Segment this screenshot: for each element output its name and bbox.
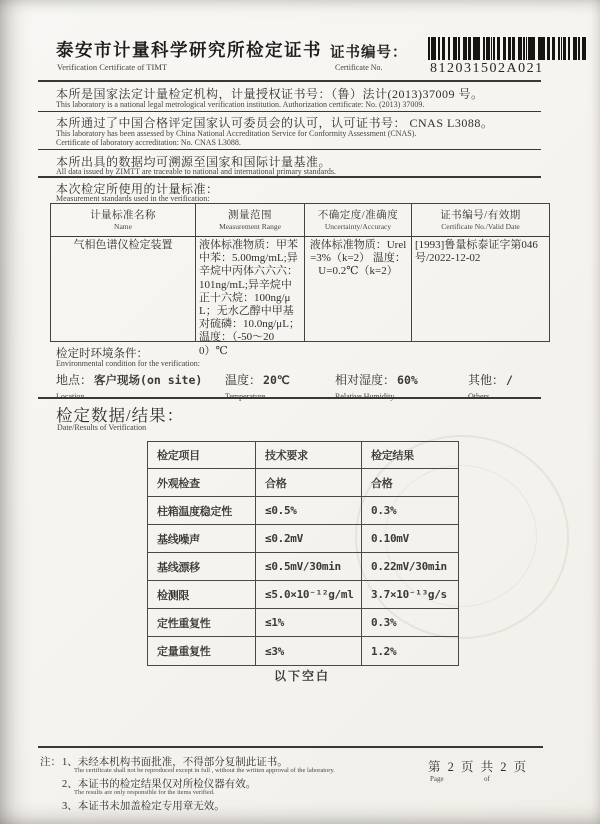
results-cell: 定量重复性 [148, 637, 256, 665]
results-cell: 合格 [256, 469, 362, 497]
results-cell: ≤3% [256, 637, 362, 665]
env-field-location: 地点： 客户现场(on site) [56, 373, 203, 387]
results-cell: 定性重复性 [148, 609, 256, 637]
statement-authorization-zh: 本所是国家法定计量检定机构，计量授权证书号：（鲁）法计(2013)37009 号。 [56, 87, 484, 101]
results-cell: 检测限 [148, 581, 256, 609]
results-cell: 0.10mV [362, 525, 458, 553]
barcode-image [428, 37, 586, 60]
statement-traceable-zh: 本所出具的数据均可溯源至国家和国际计量基准。 [56, 154, 332, 169]
standards-used-heading-en: Measurement standards used in the verification: [56, 194, 210, 203]
results-header-result: 检定结果 [362, 442, 458, 469]
divider [38, 111, 541, 113]
results-cell: 1.2% [371, 644, 397, 658]
standards-used-heading-zh: 本次检定所使用的计量标准： [56, 182, 219, 196]
standard-name-cell: 气相色谱仪检定装置 [51, 237, 196, 341]
temperature-value: 20℃ [263, 373, 290, 387]
results-cell: 0.3% [362, 609, 458, 637]
results-cell: 0.22mV/30min [362, 553, 458, 581]
results-cell: 柱箱温度稳定性 [148, 497, 256, 525]
location-value: 客户现场(on site) [94, 373, 203, 387]
standards-col-header: 计量标准名称 Name [51, 204, 196, 237]
statement-cnas-en1: This laboratory has been assessed by China National Accreditation Service for Conformity Assessment (CNAS). [56, 128, 417, 138]
certificate-title-en: Verification Certificate of TIMT [57, 62, 168, 72]
results-cell: ≤0.5mV/30min [256, 553, 362, 581]
cert-no-label: 证书编号： [330, 45, 408, 61]
standards-col-header: 证书编号/有效期 Certificate No./Valid Date [412, 204, 549, 237]
environment-heading-en: Environmental condition for the verification: [56, 359, 200, 368]
statement-cnas-en2: Certificate of laboratory accreditation: No. CNAS L3088. [56, 138, 241, 147]
results-cell: 3.7×10⁻¹³g/s [362, 581, 458, 609]
footer-note-1-en: The certificate shall not be reproduced except in full , without the written approval of the laboratory. [74, 767, 335, 774]
cert-no-label-en: Certificate No. [335, 63, 383, 72]
results-table [147, 441, 459, 666]
env-field-others: 其他： / [468, 373, 513, 387]
results-cell: ≤1% [256, 609, 362, 637]
footer-note-2-zh: 2、本证书的检定结果仅对所检仪器有效。 [62, 779, 257, 790]
footer-note-2-en: The results are only responsible for the items verified. [74, 789, 215, 796]
notes-label: 注： [40, 757, 61, 768]
humidity-value: 60% [397, 373, 418, 387]
results-heading-zh: 检定数据/结果： [56, 406, 185, 425]
measurement-range-cell: 液体标准物质：甲苯中苯：5.00mg/mL;异辛烷中丙体六六六：101ng/mL;异辛烷中正十六烷：100ng/μL；无水乙醇中甲基对硫磷：10.0ng/μL；温度：（-50～200）℃ [196, 237, 305, 341]
environment-heading-zh: 检定时环境条件： [56, 348, 148, 360]
results-cell: ≤0.5% [256, 497, 362, 525]
standard-certificate-cell: [1993]鲁量标泰证字第046号/2022-12-02 [415, 239, 538, 265]
results-cell: 基线漂移 [148, 553, 256, 581]
results-header-requirement: 技术要求 [256, 442, 362, 469]
standards-col-header: 不确定度/准确度 Uncertainty/Accuracy [305, 204, 412, 237]
env-field-temperature: 温度： 20℃ [225, 373, 290, 387]
results-header-item: 检定项目 [148, 442, 256, 469]
of-word: of [484, 775, 490, 783]
footer-note-3-zh: 3、本证书未加盖检定专用章无效。 [62, 801, 225, 812]
page-word: Page [430, 775, 444, 783]
standards-col-header: 测量范围 Measurement Range [196, 204, 305, 237]
blank-below-note: 以下空白 [273, 669, 330, 683]
results-heading-en: Date/Results of Verification [57, 423, 147, 432]
statement-traceable-en: All data issued by ZIMTT are traceable to national and international primary standards. [56, 167, 336, 176]
others-value: / [506, 373, 513, 387]
statement-cnas-zh: 本所通过了中国合格评定国家认可委员会的认可，认可证书号： CNAS L3088。 [56, 116, 494, 130]
statement-authorization-en: This laboratory is a national legal metrological verification institution. Authorization certificate: No. (2013) 37009. [56, 100, 425, 109]
results-cell: 外观检查 [148, 469, 256, 497]
results-cell: 合格 [362, 469, 458, 497]
page-number: 第 2 页 共 2 页 [428, 760, 529, 774]
results-cell: 基线噪声 [148, 525, 256, 553]
results-cell: ≤0.2mV [256, 525, 362, 553]
results-cell: 0.3% [362, 497, 458, 525]
uncertainty-cell: 液体标准物质：Urel=3%（k=2） 温度：U=0.2℃（k=2） [305, 237, 412, 341]
cert-no-value: 812031502A021 [430, 61, 544, 76]
divider [38, 149, 541, 151]
env-field-humidity: 相对湿度： 60% [335, 373, 418, 387]
divider [38, 80, 541, 82]
certificate-title: 泰安市计量科学研究所检定证书 [56, 40, 322, 60]
footer-divider [38, 746, 543, 748]
footer-note-1-zh: 1、未经本机构书面批准，不得部分复制此证书。 [62, 757, 288, 768]
results-cell: ≤5.0×10⁻¹²g/ml [256, 581, 362, 609]
divider [38, 176, 541, 178]
divider [38, 397, 541, 399]
